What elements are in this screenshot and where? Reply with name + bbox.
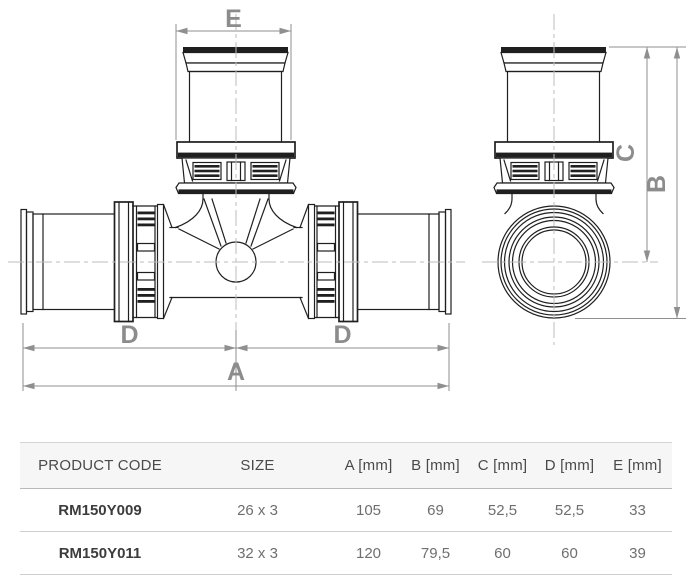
size-value: 32 x 3 bbox=[237, 544, 278, 562]
e-value: 39 bbox=[629, 544, 646, 562]
dim-label-d-right: D bbox=[333, 321, 352, 349]
b-value: 79,5 bbox=[420, 544, 451, 562]
table-row bbox=[20, 532, 672, 575]
c-value: 60 bbox=[494, 544, 511, 562]
size-value: 26 x 3 bbox=[237, 501, 278, 519]
spec-table-header bbox=[20, 442, 672, 489]
a-value: 105 bbox=[355, 501, 382, 519]
dim-label-e: E bbox=[225, 5, 242, 33]
table-row bbox=[20, 489, 672, 532]
header-product-code: PRODUCT CODE bbox=[38, 457, 162, 474]
header-a-mm: A [mm] bbox=[344, 457, 393, 474]
dim-label-c: C bbox=[612, 143, 640, 163]
header-b-mm: B [mm] bbox=[411, 457, 460, 474]
d-value: 52,5 bbox=[554, 501, 585, 519]
product-code: RM150Y009 bbox=[58, 501, 142, 519]
product-code: RM150Y011 bbox=[58, 544, 142, 562]
header-size: SIZE bbox=[240, 457, 275, 474]
header-d-mm: D [mm] bbox=[544, 457, 595, 474]
a-value: 120 bbox=[355, 544, 382, 562]
header-c-mm: C [mm] bbox=[477, 457, 528, 474]
b-value: 69 bbox=[427, 501, 444, 519]
spec-table bbox=[20, 442, 672, 575]
dim-label-a: A bbox=[226, 358, 246, 386]
dim-label-d-left: D bbox=[120, 321, 139, 349]
header-e-mm: E [mm] bbox=[613, 457, 662, 474]
c-value: 52,5 bbox=[487, 501, 518, 519]
d-value: 60 bbox=[561, 544, 578, 562]
dim-label-b: B bbox=[643, 174, 671, 194]
e-value: 33 bbox=[629, 501, 646, 519]
